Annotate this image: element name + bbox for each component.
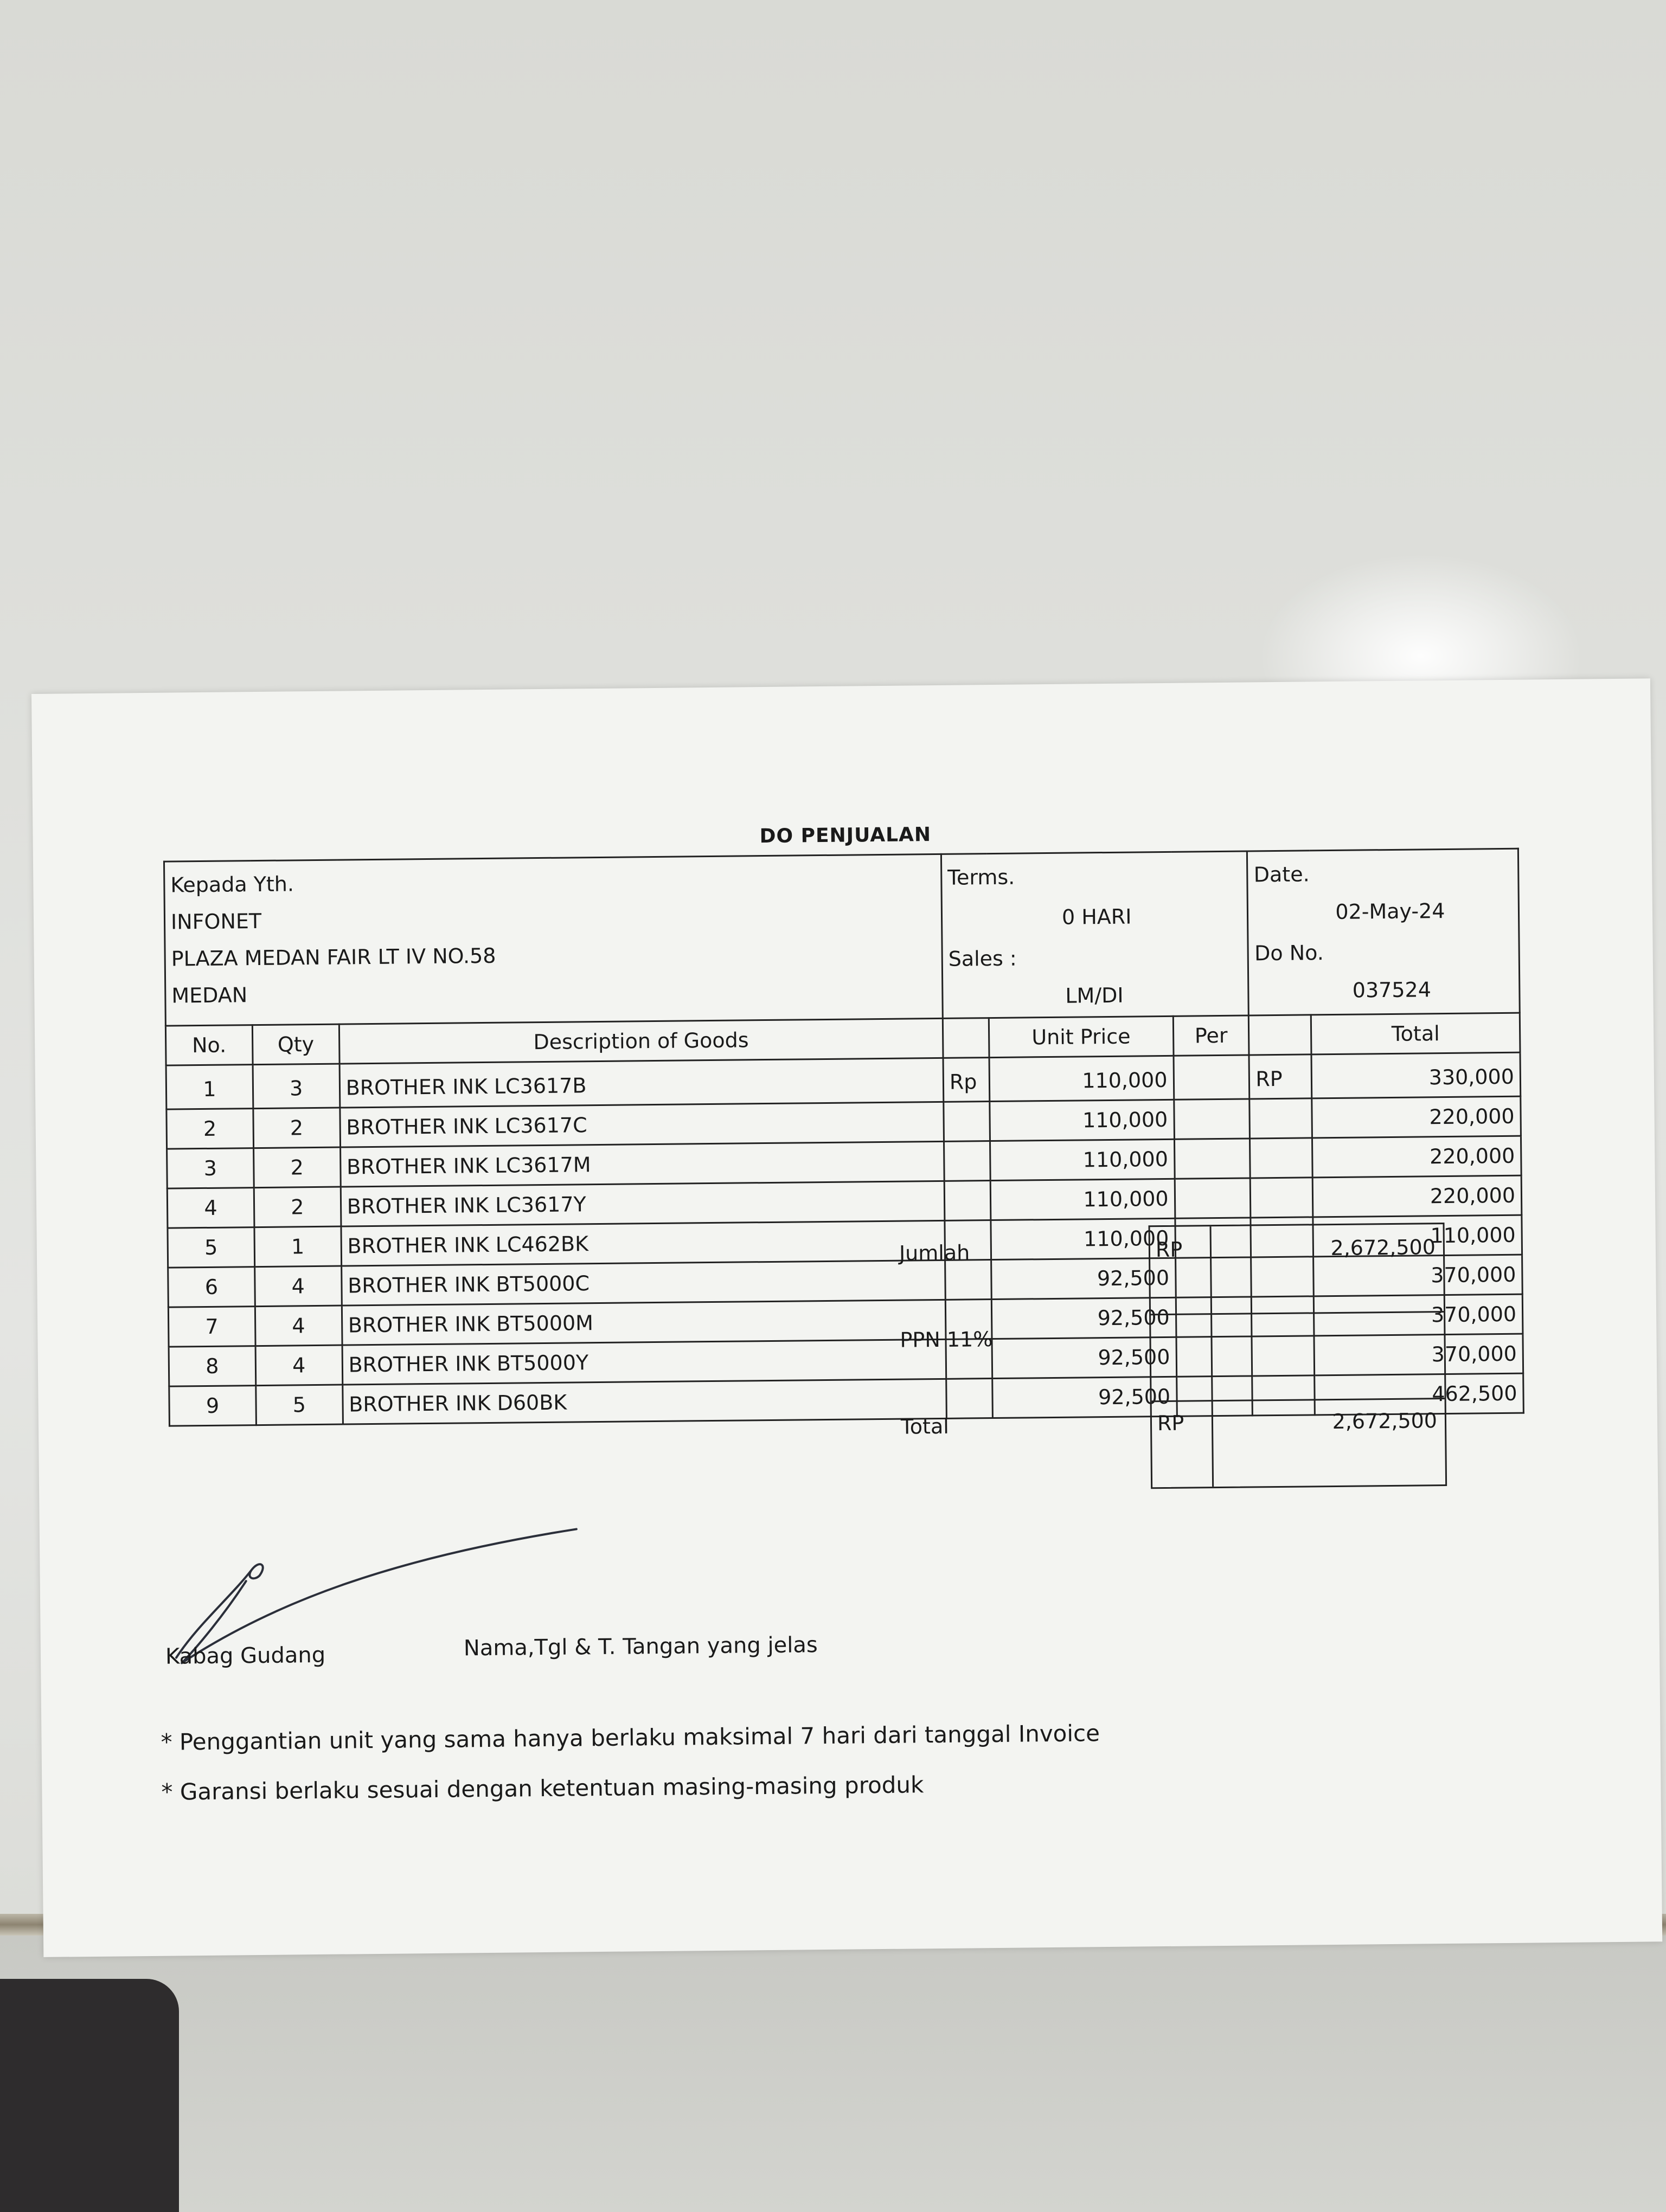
item-qty: 4 bbox=[255, 1266, 342, 1307]
unit-currency: Rp bbox=[943, 1058, 990, 1102]
recipient-label: Kepada Yth. bbox=[170, 872, 294, 897]
item-per bbox=[1175, 1178, 1251, 1218]
unit-currency bbox=[944, 1181, 991, 1221]
signature-note: Nama,Tgl & T. Tangan yang jelas bbox=[463, 1632, 818, 1661]
item-no: 9 bbox=[169, 1386, 257, 1426]
item-unit-price: 110,000 bbox=[990, 1099, 1174, 1141]
item-qty: 2 bbox=[253, 1147, 341, 1188]
item-no: 5 bbox=[168, 1227, 255, 1268]
delivery-order-paper bbox=[31, 678, 1662, 1957]
item-description: BROTHER INK LC3617Y bbox=[341, 1181, 945, 1226]
col-qty: Qty bbox=[252, 1024, 339, 1065]
jumlah-value: 2,672,500 bbox=[1330, 1235, 1436, 1261]
date-block bbox=[1247, 848, 1520, 1015]
item-qty: 4 bbox=[255, 1306, 342, 1346]
unit-currency bbox=[944, 1102, 990, 1142]
grand-total-currency: RP bbox=[1157, 1411, 1184, 1436]
item-no: 7 bbox=[168, 1307, 255, 1347]
item-unit-price: 110,000 bbox=[990, 1179, 1175, 1220]
item-description: BROTHER INK LC3617C bbox=[340, 1102, 944, 1147]
item-total: 110,000 bbox=[1313, 1215, 1522, 1257]
item-unit-price: 110,000 bbox=[991, 1218, 1175, 1259]
unit-currency bbox=[944, 1141, 990, 1181]
item-qty: 2 bbox=[254, 1187, 341, 1227]
item-total: 370,000 bbox=[1314, 1334, 1523, 1375]
jumlah-row bbox=[1150, 1224, 1444, 1315]
item-total: 370,000 bbox=[1314, 1294, 1523, 1336]
grand-total-row bbox=[1152, 1398, 1446, 1487]
item-no: 2 bbox=[166, 1109, 254, 1149]
col-per: Per bbox=[1173, 1015, 1250, 1056]
item-unit-price: 92,500 bbox=[991, 1297, 1176, 1339]
total-currency bbox=[1251, 1178, 1313, 1218]
item-description: BROTHER INK LC3617M bbox=[340, 1141, 944, 1187]
item-per bbox=[1174, 1055, 1250, 1099]
do-no-label: Do No. bbox=[1254, 941, 1324, 966]
item-total: 462,500 bbox=[1315, 1373, 1523, 1415]
item-total: 220,000 bbox=[1312, 1136, 1521, 1178]
jumlah-label: Jumlah bbox=[899, 1240, 970, 1265]
item-description: BROTHER INK BT5000C bbox=[341, 1260, 945, 1306]
jumlah-currency: RP bbox=[1155, 1237, 1183, 1262]
recipient-block bbox=[164, 854, 943, 1026]
item-no: 6 bbox=[168, 1267, 255, 1308]
note-item: * Penggantian unit yang sama hanya berlaku maksimal 7 hari dari tanggal Invoice bbox=[161, 1720, 1100, 1756]
item-unit-price: 92,500 bbox=[992, 1337, 1176, 1378]
grand-total-label: Total bbox=[900, 1414, 950, 1439]
total-currency: RP bbox=[1249, 1054, 1312, 1099]
item-unit-price: 110,000 bbox=[989, 1056, 1174, 1101]
terms-block bbox=[941, 851, 1248, 1018]
col-description: Description of Goods bbox=[339, 1018, 943, 1064]
terms-value: 0 HARI bbox=[1061, 904, 1132, 929]
item-total: 370,000 bbox=[1313, 1255, 1522, 1296]
item-no: 1 bbox=[166, 1065, 253, 1110]
item-qty: 5 bbox=[256, 1385, 343, 1425]
notes bbox=[161, 1708, 1100, 1817]
item-total: 220,000 bbox=[1313, 1175, 1522, 1217]
unit-currency bbox=[946, 1379, 993, 1419]
shadow bbox=[0, 1979, 179, 2212]
terms-label: Terms. bbox=[947, 865, 1015, 890]
item-qty: 2 bbox=[253, 1108, 341, 1148]
col-total: Total bbox=[1311, 1013, 1520, 1054]
note-item: * Garansi berlaku sesuai dengan ketentuan masing-masing produk bbox=[161, 1771, 924, 1805]
do-no-value: 037524 bbox=[1352, 978, 1432, 1002]
summary-box bbox=[1149, 1223, 1447, 1489]
item-description: BROTHER INK BT5000Y bbox=[342, 1339, 946, 1385]
document-title: DO PENJUALAN bbox=[759, 824, 932, 848]
item-unit-price: 92,500 bbox=[992, 1377, 1177, 1418]
item-description: BROTHER INK LC462BK bbox=[341, 1220, 945, 1266]
total-currency bbox=[1250, 1098, 1312, 1139]
item-qty: 3 bbox=[253, 1064, 340, 1109]
recipient-city: MEDAN bbox=[171, 983, 248, 1008]
item-no: 8 bbox=[169, 1346, 256, 1387]
recipient-address: PLAZA MEDAN FAIR LT IV NO.58 bbox=[171, 943, 496, 971]
item-no: 3 bbox=[167, 1148, 254, 1189]
item-qty: 4 bbox=[255, 1345, 343, 1386]
item-total: 220,000 bbox=[1312, 1096, 1521, 1138]
item-qty: 1 bbox=[254, 1226, 342, 1267]
recipient-name: INFONET bbox=[170, 909, 262, 934]
header-row bbox=[164, 848, 1520, 1026]
col-no: No. bbox=[165, 1025, 253, 1066]
sales-label: Sales : bbox=[948, 946, 1017, 971]
unit-currency bbox=[945, 1260, 992, 1300]
item-description: BROTHER INK D60BK bbox=[342, 1379, 946, 1424]
item-no: 4 bbox=[167, 1188, 254, 1229]
date-label: Date. bbox=[1253, 862, 1310, 887]
grand-total-value: 2,672,500 bbox=[1332, 1409, 1438, 1434]
col-currency bbox=[943, 1018, 989, 1058]
ppn-row bbox=[1151, 1311, 1445, 1402]
total-currency bbox=[1250, 1138, 1313, 1178]
date-value: 02-May-24 bbox=[1335, 898, 1445, 924]
item-per bbox=[1174, 1099, 1250, 1139]
item-unit-price: 110,000 bbox=[990, 1139, 1174, 1180]
col-unit-price: Unit Price bbox=[989, 1016, 1173, 1057]
item-total: 330,000 bbox=[1311, 1052, 1520, 1098]
background-surface bbox=[0, 1935, 1666, 2212]
item-unit-price: 92,500 bbox=[991, 1258, 1176, 1299]
signature-label: Kabag Gudang bbox=[165, 1642, 326, 1669]
ppn-label: PPN 11% bbox=[900, 1327, 993, 1352]
sales-value: LM/DI bbox=[1065, 983, 1124, 1008]
item-description: BROTHER INK BT5000M bbox=[342, 1300, 946, 1345]
item-description: BROTHER INK LC3617B bbox=[339, 1058, 944, 1108]
item-per bbox=[1174, 1139, 1251, 1179]
col-total-currency bbox=[1249, 1015, 1312, 1055]
